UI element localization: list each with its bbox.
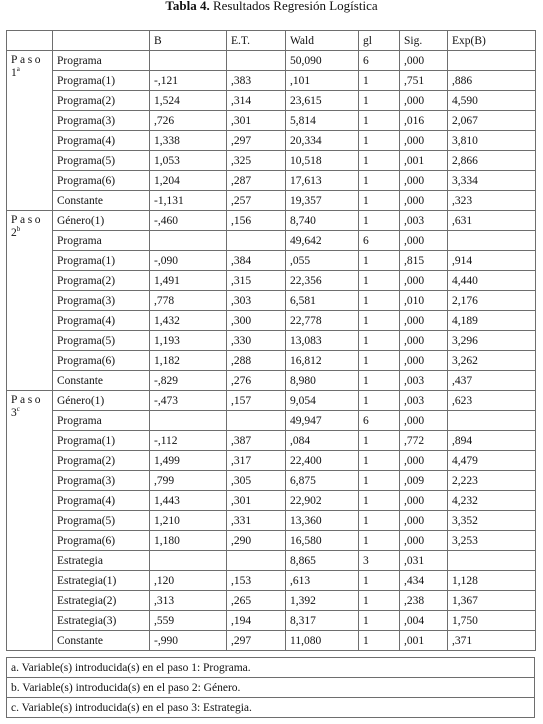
- value-cell: 2,176: [448, 291, 536, 311]
- value-cell: ,631: [448, 211, 536, 231]
- table-title: [0, 0, 543, 18]
- value-cell: 1: [359, 531, 400, 551]
- value-cell: ,323: [448, 191, 536, 211]
- table-row: [7, 391, 536, 411]
- value-cell: 1,053: [150, 151, 227, 171]
- regression-table: [6, 30, 536, 651]
- step-footnote-mark: a: [16, 65, 20, 74]
- table-row: [7, 591, 536, 611]
- variable-name-cell: Programa(5): [53, 511, 150, 531]
- value-cell: ,265: [227, 591, 286, 611]
- value-cell: 1: [359, 151, 400, 171]
- value-cell: 3,296: [448, 331, 536, 351]
- value-cell: 49,947: [286, 411, 359, 431]
- value-cell: 22,400: [286, 451, 359, 471]
- value-cell: 1: [359, 271, 400, 291]
- value-cell: 3,334: [448, 171, 536, 191]
- value-cell: [227, 231, 286, 251]
- value-cell: 4,479: [448, 451, 536, 471]
- value-cell: [227, 551, 286, 571]
- value-cell: 1: [359, 391, 400, 411]
- value-cell: ,325: [227, 151, 286, 171]
- value-cell: [150, 551, 227, 571]
- variable-name-cell: Programa(4): [53, 491, 150, 511]
- header-variable: [53, 31, 150, 51]
- table-row: [7, 631, 536, 651]
- value-cell: 1,524: [150, 91, 227, 111]
- table-row: [7, 291, 536, 311]
- value-cell: ,383: [227, 71, 286, 91]
- value-cell: 4,189: [448, 311, 536, 331]
- value-cell: 1: [359, 611, 400, 631]
- value-cell: 1: [359, 331, 400, 351]
- value-cell: 22,356: [286, 271, 359, 291]
- step-number: 1: [11, 67, 17, 79]
- variable-name-cell: Género(1): [53, 211, 150, 231]
- value-cell: 1: [359, 351, 400, 371]
- value-cell: 4,440: [448, 271, 536, 291]
- variable-name-cell: Programa(1): [53, 71, 150, 91]
- value-cell: 23,615: [286, 91, 359, 111]
- value-cell: [150, 411, 227, 431]
- variable-name-cell: Estrategia(3): [53, 611, 150, 631]
- variable-name-cell: Género(1): [53, 391, 150, 411]
- variable-name-cell: Programa(3): [53, 291, 150, 311]
- value-cell: ,055: [286, 251, 359, 271]
- table-row: [7, 531, 536, 551]
- value-cell: ,313: [150, 591, 227, 611]
- value-cell: 4,232: [448, 491, 536, 511]
- value-cell: ,297: [227, 631, 286, 651]
- value-cell: 13,083: [286, 331, 359, 351]
- table-row: [7, 451, 536, 471]
- variable-name-cell: Programa(3): [53, 111, 150, 131]
- value-cell: ,003: [400, 211, 448, 231]
- value-cell: 3: [359, 551, 400, 571]
- value-cell: 19,357: [286, 191, 359, 211]
- value-cell: 6: [359, 51, 400, 71]
- value-cell: 17,613: [286, 171, 359, 191]
- variable-name-cell: Programa(4): [53, 131, 150, 151]
- value-cell: ,301: [227, 111, 286, 131]
- value-cell: ,288: [227, 351, 286, 371]
- value-cell: 1,338: [150, 131, 227, 151]
- header-row: [7, 31, 536, 51]
- value-cell: -1,131: [150, 191, 227, 211]
- value-cell: [227, 51, 286, 71]
- value-cell: 4,590: [448, 91, 536, 111]
- variable-name-cell: Programa: [53, 51, 150, 71]
- value-cell: 1,367: [448, 591, 536, 611]
- value-cell: 1,193: [150, 331, 227, 351]
- header-cell: Sig.: [400, 31, 448, 51]
- variable-name-cell: Programa(4): [53, 311, 150, 331]
- value-cell: 1: [359, 631, 400, 651]
- value-cell: -,090: [150, 251, 227, 271]
- value-cell: 1: [359, 471, 400, 491]
- table-row: [7, 111, 536, 131]
- table-row: [7, 271, 536, 291]
- value-cell: 1: [359, 191, 400, 211]
- value-cell: 22,778: [286, 311, 359, 331]
- step-footnote-mark: c: [16, 405, 20, 414]
- value-cell: 16,580: [286, 531, 359, 551]
- value-cell: [150, 51, 227, 71]
- value-cell: ,004: [400, 611, 448, 631]
- value-cell: ,371: [448, 631, 536, 651]
- value-cell: 6,581: [286, 291, 359, 311]
- table-row: [7, 331, 536, 351]
- value-cell: 3,352: [448, 511, 536, 531]
- variable-name-cell: Constante: [53, 191, 150, 211]
- table-row: [7, 471, 536, 491]
- value-cell: ,003: [400, 371, 448, 391]
- value-cell: ,799: [150, 471, 227, 491]
- value-cell: -,460: [150, 211, 227, 231]
- value-cell: ,000: [400, 531, 448, 551]
- value-cell: [448, 411, 536, 431]
- value-cell: ,331: [227, 511, 286, 531]
- value-cell: ,000: [400, 231, 448, 251]
- value-cell: 49,642: [286, 231, 359, 251]
- variable-name-cell: Constante: [53, 631, 150, 651]
- value-cell: [227, 411, 286, 431]
- value-cell: ,101: [286, 71, 359, 91]
- value-cell: [150, 231, 227, 251]
- header-cell: B: [150, 31, 227, 51]
- table-row: [7, 211, 536, 231]
- value-cell: 13,360: [286, 511, 359, 531]
- value-cell: 1,204: [150, 171, 227, 191]
- value-cell: ,000: [400, 331, 448, 351]
- value-cell: ,559: [150, 611, 227, 631]
- value-cell: 1: [359, 131, 400, 151]
- value-cell: ,009: [400, 471, 448, 491]
- value-cell: ,000: [400, 311, 448, 331]
- table-row: [7, 571, 536, 591]
- value-cell: ,303: [227, 291, 286, 311]
- value-cell: ,287: [227, 171, 286, 191]
- value-cell: ,384: [227, 251, 286, 271]
- value-cell: -,990: [150, 631, 227, 651]
- value-cell: ,894: [448, 431, 536, 451]
- value-cell: ,000: [400, 191, 448, 211]
- variable-name-cell: Programa(6): [53, 351, 150, 371]
- value-cell: 1: [359, 171, 400, 191]
- table-row: [7, 151, 536, 171]
- value-cell: 6,875: [286, 471, 359, 491]
- table-row: [7, 551, 536, 571]
- value-cell: ,000: [400, 351, 448, 371]
- value-cell: ,000: [400, 91, 448, 111]
- table-row: [7, 71, 536, 91]
- value-cell: ,157: [227, 391, 286, 411]
- table-title-text: Resultados Regresión Logística: [212, 0, 378, 13]
- table-row: [7, 51, 536, 71]
- value-cell: 50,090: [286, 51, 359, 71]
- value-cell: ,031: [400, 551, 448, 571]
- value-cell: 1: [359, 251, 400, 271]
- value-cell: ,153: [227, 571, 286, 591]
- table-title-label: Tabla 4.: [165, 0, 210, 13]
- value-cell: ,886: [448, 71, 536, 91]
- value-cell: ,305: [227, 471, 286, 491]
- table-row: [7, 511, 536, 531]
- value-cell: 1: [359, 431, 400, 451]
- value-cell: 8,317: [286, 611, 359, 631]
- value-cell: 1,182: [150, 351, 227, 371]
- value-cell: 1: [359, 491, 400, 511]
- step-cell: [7, 391, 53, 651]
- value-cell: ,726: [150, 111, 227, 131]
- value-cell: 1: [359, 511, 400, 531]
- value-cell: 10,518: [286, 151, 359, 171]
- value-cell: -,473: [150, 391, 227, 411]
- table-row: [7, 351, 536, 371]
- value-cell: 1,491: [150, 271, 227, 291]
- table-row: [7, 371, 536, 391]
- value-cell: ,001: [400, 631, 448, 651]
- note-b: b. Variable(s) introducida(s) en el paso 2: Género.: [7, 678, 535, 698]
- step-label: Paso: [11, 214, 44, 226]
- value-cell: 3,810: [448, 131, 536, 151]
- header-cell: Exp(B): [448, 31, 536, 51]
- header-cell: E.T.: [227, 31, 286, 51]
- variable-name-cell: Programa(6): [53, 531, 150, 551]
- value-cell: 3,253: [448, 531, 536, 551]
- value-cell: ,120: [150, 571, 227, 591]
- variable-name-cell: Programa(2): [53, 91, 150, 111]
- value-cell: ,276: [227, 371, 286, 391]
- value-cell: 20,334: [286, 131, 359, 151]
- value-cell: ,815: [400, 251, 448, 271]
- value-cell: 1: [359, 571, 400, 591]
- value-cell: -,829: [150, 371, 227, 391]
- value-cell: ,000: [400, 51, 448, 71]
- value-cell: ,000: [400, 491, 448, 511]
- value-cell: 1: [359, 91, 400, 111]
- value-cell: 1: [359, 211, 400, 231]
- value-cell: ,257: [227, 191, 286, 211]
- value-cell: [448, 51, 536, 71]
- value-cell: ,300: [227, 311, 286, 331]
- variable-name-cell: Estrategia(1): [53, 571, 150, 591]
- value-cell: ,016: [400, 111, 448, 131]
- value-cell: 1,392: [286, 591, 359, 611]
- value-cell: ,194: [227, 611, 286, 631]
- value-cell: 1,443: [150, 491, 227, 511]
- table-row: [7, 431, 536, 451]
- value-cell: 11,080: [286, 631, 359, 651]
- value-cell: ,156: [227, 211, 286, 231]
- value-cell: ,000: [400, 451, 448, 471]
- value-cell: 2,223: [448, 471, 536, 491]
- table-row: [7, 311, 536, 331]
- value-cell: ,084: [286, 431, 359, 451]
- value-cell: ,330: [227, 331, 286, 351]
- value-cell: 1: [359, 71, 400, 91]
- variable-name-cell: Programa(1): [53, 251, 150, 271]
- variable-name-cell: Programa(1): [53, 431, 150, 451]
- variable-name-cell: Programa: [53, 411, 150, 431]
- variable-name-cell: Estrategia: [53, 551, 150, 571]
- variable-name-cell: Programa(3): [53, 471, 150, 491]
- step-number: 3: [11, 407, 17, 419]
- value-cell: 1,750: [448, 611, 536, 631]
- table-row: [7, 91, 536, 111]
- value-cell: ,290: [227, 531, 286, 551]
- note-c: c. Variable(s) introducida(s) en el paso 3: Estrategia.: [7, 698, 535, 718]
- value-cell: ,778: [150, 291, 227, 311]
- value-cell: ,314: [227, 91, 286, 111]
- value-cell: ,387: [227, 431, 286, 451]
- value-cell: 1,210: [150, 511, 227, 531]
- value-cell: ,317: [227, 451, 286, 471]
- value-cell: 1: [359, 371, 400, 391]
- value-cell: 1: [359, 451, 400, 471]
- value-cell: ,914: [448, 251, 536, 271]
- notes-table: [6, 657, 535, 718]
- value-cell: 8,865: [286, 551, 359, 571]
- value-cell: ,001: [400, 151, 448, 171]
- value-cell: 1,432: [150, 311, 227, 331]
- value-cell: 2,067: [448, 111, 536, 131]
- value-cell: 6: [359, 231, 400, 251]
- table-row: [7, 191, 536, 211]
- value-cell: 8,740: [286, 211, 359, 231]
- value-cell: 1: [359, 111, 400, 131]
- variable-name-cell: Estrategia(2): [53, 591, 150, 611]
- variable-name-cell: Programa: [53, 231, 150, 251]
- value-cell: ,613: [286, 571, 359, 591]
- table-row: [7, 611, 536, 631]
- variable-name-cell: Programa(5): [53, 151, 150, 171]
- value-cell: ,010: [400, 291, 448, 311]
- table-row: [7, 491, 536, 511]
- value-cell: 6: [359, 411, 400, 431]
- variable-name-cell: Programa(2): [53, 271, 150, 291]
- value-cell: 1,180: [150, 531, 227, 551]
- step-footnote-mark: b: [16, 225, 21, 234]
- header-corner: [7, 31, 53, 51]
- value-cell: ,315: [227, 271, 286, 291]
- value-cell: ,000: [400, 511, 448, 531]
- value-cell: ,434: [400, 571, 448, 591]
- value-cell: ,297: [227, 131, 286, 151]
- value-cell: 8,980: [286, 371, 359, 391]
- note-a: a. Variable(s) introducida(s) en el paso 1: Programa.: [7, 658, 535, 678]
- header-cell: Wald: [286, 31, 359, 51]
- value-cell: ,623: [448, 391, 536, 411]
- value-cell: 1: [359, 311, 400, 331]
- value-cell: 9,054: [286, 391, 359, 411]
- variable-name-cell: Constante: [53, 371, 150, 391]
- table-row: [7, 171, 536, 191]
- variable-name-cell: Programa(2): [53, 451, 150, 471]
- value-cell: ,000: [400, 131, 448, 151]
- value-cell: -,121: [150, 71, 227, 91]
- step-label: Paso: [11, 394, 44, 406]
- step-cell: [7, 51, 53, 211]
- value-cell: 16,812: [286, 351, 359, 371]
- value-cell: ,000: [400, 271, 448, 291]
- value-cell: ,751: [400, 71, 448, 91]
- value-cell: 3,262: [448, 351, 536, 371]
- value-cell: ,003: [400, 391, 448, 411]
- value-cell: ,000: [400, 171, 448, 191]
- value-cell: ,301: [227, 491, 286, 511]
- step-label: Paso: [11, 54, 44, 66]
- step-number: 2: [11, 227, 17, 239]
- table-row: [7, 131, 536, 151]
- value-cell: 2,866: [448, 151, 536, 171]
- value-cell: ,772: [400, 431, 448, 451]
- value-cell: -,112: [150, 431, 227, 451]
- value-cell: ,437: [448, 371, 536, 391]
- table-row: [7, 251, 536, 271]
- table-row: [7, 411, 536, 431]
- header-cell: gl: [359, 31, 400, 51]
- variable-name-cell: Programa(5): [53, 331, 150, 351]
- variable-name-cell: Programa(6): [53, 171, 150, 191]
- value-cell: ,238: [400, 591, 448, 611]
- value-cell: 5,814: [286, 111, 359, 131]
- step-cell: [7, 211, 53, 391]
- value-cell: ,000: [400, 411, 448, 431]
- value-cell: 22,902: [286, 491, 359, 511]
- value-cell: 1: [359, 591, 400, 611]
- value-cell: [448, 551, 536, 571]
- value-cell: 1: [359, 291, 400, 311]
- table-row: [7, 231, 536, 251]
- value-cell: 1,499: [150, 451, 227, 471]
- value-cell: 1,128: [448, 571, 536, 591]
- value-cell: [448, 231, 536, 251]
